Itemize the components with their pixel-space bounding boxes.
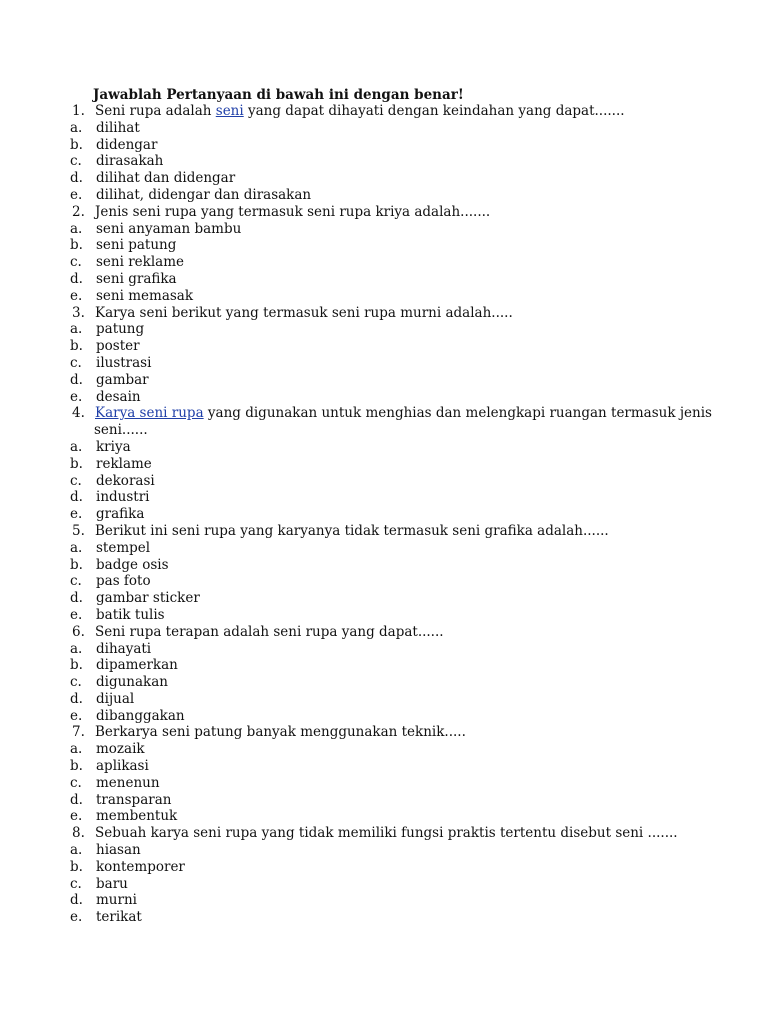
answer-option <box>0 909 768 926</box>
answer-option <box>0 355 768 372</box>
answer-option <box>0 758 768 775</box>
hyperlink[interactable]: Karya seni rupa <box>95 405 204 422</box>
question-number: 6. <box>72 623 85 640</box>
question-continuation-line <box>0 422 768 439</box>
question-7 <box>0 724 768 741</box>
option-letter: b. <box>70 556 83 573</box>
option-letter: c. <box>70 254 82 271</box>
answer-option <box>0 221 768 238</box>
option-text: murni <box>96 892 137 909</box>
option-text: badge osis <box>96 556 169 573</box>
answer-option <box>0 489 768 506</box>
answer-option <box>0 741 768 758</box>
option-text: dirasakah <box>96 153 164 170</box>
answer-option <box>0 557 768 574</box>
option-letter: b. <box>70 237 83 254</box>
question-text-before: Jenis seni rupa yang termasuk seni rupa kriya adalah....... <box>95 203 491 220</box>
option-text: desain <box>96 388 141 405</box>
option-letter: a. <box>70 640 83 657</box>
option-letter: b. <box>70 758 83 775</box>
question-text-after: yang digunakan untuk menghias dan melengkapi ruangan termasuk jenis <box>203 405 712 422</box>
answer-option <box>0 389 768 406</box>
answer-option <box>0 170 768 187</box>
option-text: poster <box>96 338 140 355</box>
answer-option <box>0 607 768 624</box>
option-letter: b. <box>70 136 83 153</box>
answer-option <box>0 792 768 809</box>
option-text: seni memasak <box>96 287 194 304</box>
answer-option <box>0 641 768 658</box>
question-6 <box>0 624 768 641</box>
option-letter: e. <box>70 606 83 623</box>
question-text-before: Seni rupa adalah <box>95 103 216 119</box>
answer-option <box>0 674 768 691</box>
answer-option <box>0 456 768 473</box>
option-letter: a. <box>70 842 83 859</box>
answer-option <box>0 288 768 305</box>
question-text <box>95 624 444 641</box>
option-letter: c. <box>70 573 82 590</box>
question-text-continuation: seni...... <box>94 422 148 439</box>
option-letter: c. <box>70 875 82 892</box>
option-letter: a. <box>70 438 83 455</box>
option-letter: e. <box>70 707 83 724</box>
option-letter: e. <box>70 808 83 825</box>
answer-option <box>0 120 768 137</box>
option-letter: e. <box>70 186 83 203</box>
option-letter: c. <box>70 153 82 170</box>
option-letter: b. <box>70 338 83 355</box>
option-letter: c. <box>70 354 82 371</box>
answer-option <box>0 137 768 154</box>
answer-option <box>0 876 768 893</box>
option-letter: c. <box>70 472 82 489</box>
option-text: dipamerkan <box>96 657 178 674</box>
option-letter: e. <box>70 909 83 926</box>
option-letter: b. <box>70 858 83 875</box>
option-text: dekorasi <box>96 472 155 489</box>
option-text: transparan <box>96 791 172 808</box>
question-number: 5. <box>72 522 85 539</box>
option-letter: c. <box>70 674 82 691</box>
option-text: dijual <box>96 690 135 707</box>
option-text: baru <box>96 875 128 892</box>
option-text: reklame <box>96 455 152 472</box>
option-text: batik tulis <box>96 606 165 623</box>
question-text-before: Karya seni berikut yang termasuk seni rupa murni adalah..... <box>95 304 513 321</box>
option-text: gambar <box>96 371 149 388</box>
answer-option <box>0 808 768 825</box>
answer-option <box>0 187 768 204</box>
option-text: seni patung <box>96 237 177 254</box>
question-text <box>95 523 609 540</box>
question-number: 8. <box>72 825 85 842</box>
option-text: seni anyaman bambu <box>96 220 242 237</box>
answer-option <box>0 271 768 288</box>
option-text: didengar <box>96 136 158 153</box>
option-text: terikat <box>96 909 142 926</box>
question-text <box>95 103 625 120</box>
question-number: 3. <box>72 304 85 321</box>
hyperlink[interactable]: seni <box>215 103 244 119</box>
answer-option <box>0 892 768 909</box>
question-8 <box>0 825 768 842</box>
question-text <box>95 204 490 221</box>
option-letter: a. <box>70 741 83 758</box>
answer-option <box>0 321 768 338</box>
question-number: 7. <box>72 724 85 741</box>
option-text: seni reklame <box>96 254 185 271</box>
option-letter: a. <box>70 220 83 237</box>
answer-option <box>0 573 768 590</box>
question-text <box>95 724 466 741</box>
option-text: digunakan <box>96 674 168 691</box>
question-text <box>95 305 513 322</box>
question-number: 4. <box>72 405 85 422</box>
option-letter: d. <box>70 590 83 607</box>
answer-option <box>0 842 768 859</box>
option-text: industri <box>96 489 150 506</box>
option-text: gambar sticker <box>96 590 200 607</box>
option-letter: a. <box>70 119 83 136</box>
answer-option <box>0 338 768 355</box>
option-text: stempel <box>96 539 151 556</box>
answer-option <box>0 506 768 523</box>
option-letter: e. <box>70 506 83 523</box>
option-text: dilihat <box>96 119 140 136</box>
question-4 <box>0 405 768 422</box>
answer-option <box>0 237 768 254</box>
option-letter: c. <box>70 774 82 791</box>
option-letter: d. <box>70 489 83 506</box>
option-text: ilustrasi <box>96 354 152 371</box>
answer-option <box>0 590 768 607</box>
answer-option <box>0 473 768 490</box>
option-text: aplikasi <box>96 758 149 775</box>
option-letter: d. <box>70 690 83 707</box>
question-2 <box>0 204 768 221</box>
option-text: dilihat dan didengar <box>96 170 236 187</box>
question-3 <box>0 305 768 322</box>
instruction-title: Jawablah Pertanyaan di bawah ini dengan benar! <box>93 87 464 103</box>
question-5 <box>0 523 768 540</box>
option-text: kriya <box>96 438 131 455</box>
question-text-before: Sebuah karya seni rupa yang tidak memiliki fungsi praktis tertentu disebut seni ....... <box>95 825 678 842</box>
question-text-after: yang dapat dihayati dengan keindahan yang dapat....... <box>243 103 625 119</box>
option-text: membentuk <box>96 808 178 825</box>
question-text <box>95 405 712 422</box>
option-letter: b. <box>70 657 83 674</box>
option-letter: a. <box>70 321 83 338</box>
answer-option <box>0 372 768 389</box>
answer-option <box>0 657 768 674</box>
answer-option <box>0 153 768 170</box>
option-letter: d. <box>70 371 83 388</box>
answer-option <box>0 254 768 271</box>
question-1 <box>0 103 768 120</box>
option-text: menenun <box>96 774 160 791</box>
answer-option <box>0 859 768 876</box>
answer-option <box>0 691 768 708</box>
option-letter: a. <box>70 539 83 556</box>
option-text: patung <box>96 321 145 338</box>
question-text <box>95 825 678 842</box>
option-text: dihayati <box>96 640 152 657</box>
option-text: grafika <box>96 506 145 523</box>
option-text: seni grafika <box>96 270 177 287</box>
answer-option <box>0 708 768 725</box>
option-text: hiasan <box>96 842 141 859</box>
question-list <box>0 103 768 926</box>
option-text: pas foto <box>96 573 151 590</box>
option-letter: d. <box>70 791 83 808</box>
question-number: 2. <box>72 203 85 220</box>
question-text-before: Seni rupa terapan adalah seni rupa yang dapat...... <box>95 623 444 640</box>
option-text: dilihat, didengar dan dirasakan <box>96 186 312 203</box>
question-text-before: Berikut ini seni rupa yang karyanya tidak termasuk seni grafika adalah...... <box>95 522 609 539</box>
option-text: dibanggakan <box>96 707 185 724</box>
option-letter: b. <box>70 455 83 472</box>
option-letter: d. <box>70 170 83 187</box>
question-number: 1. <box>72 103 85 119</box>
answer-option <box>0 540 768 557</box>
option-text: kontemporer <box>96 858 185 875</box>
answer-option <box>0 439 768 456</box>
option-letter: e. <box>70 287 83 304</box>
question-text-before: Berkarya seni patung banyak menggunakan teknik..... <box>95 724 466 741</box>
option-letter: d. <box>70 270 83 287</box>
option-text: mozaik <box>96 741 145 758</box>
answer-option <box>0 775 768 792</box>
option-letter: d. <box>70 892 83 909</box>
option-letter: e. <box>70 388 83 405</box>
